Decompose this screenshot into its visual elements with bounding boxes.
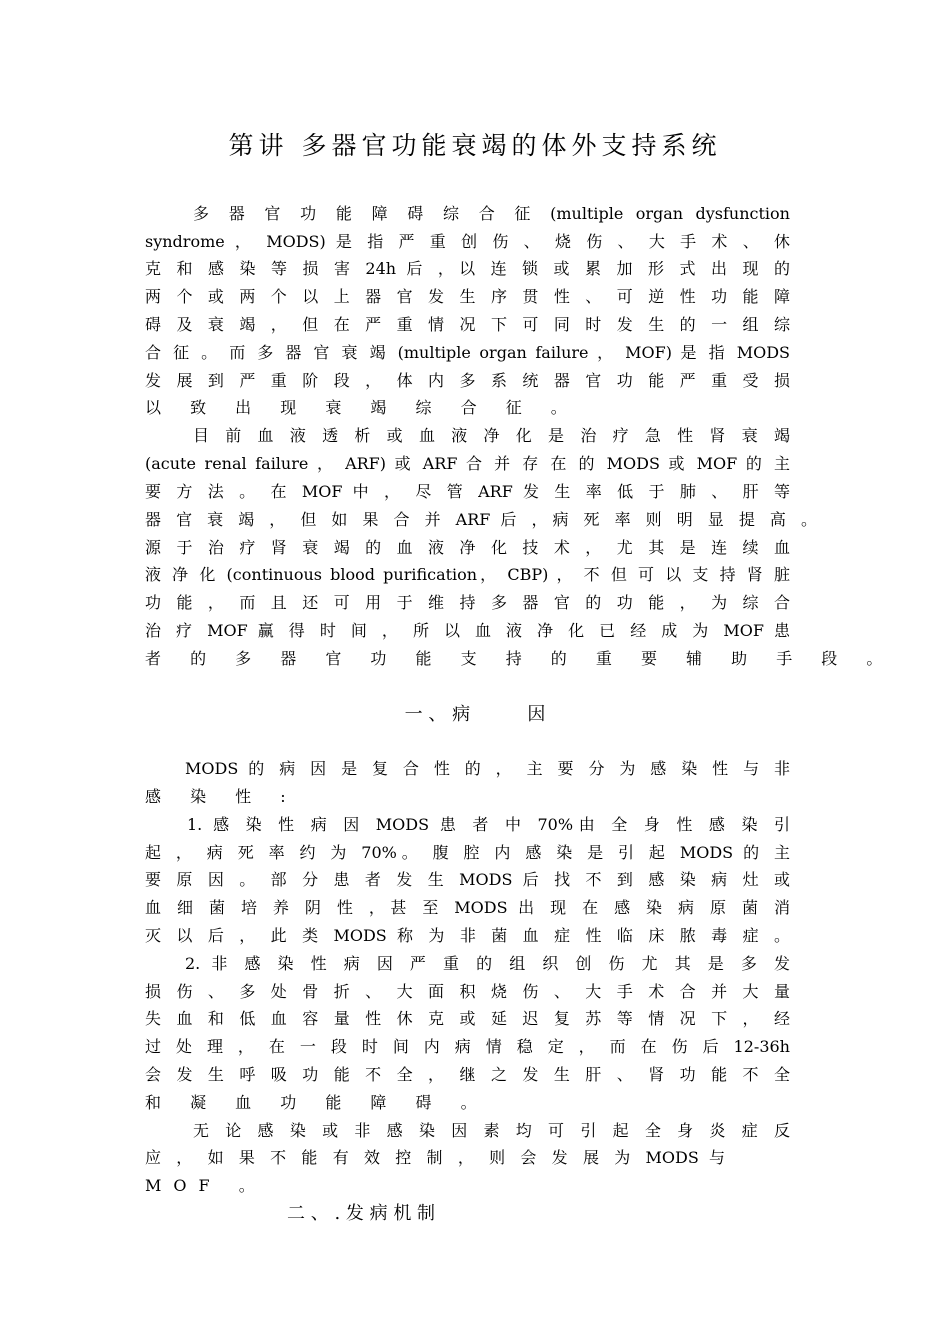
paragraph-line: 感 染 性 : xyxy=(145,787,298,806)
paragraph-line: 以 致 出 现 衰 竭 综 合 征 。 xyxy=(145,398,579,417)
paragraph-line: 过 处 理 ， 在 一 段 时 间 内 病 情 稳 定 ， 而 在 伤 后 12-36h xyxy=(145,1037,790,1056)
paragraph-line: 灭 以 后 ， 此 类 MODS 称 为 非 菌 血 症 性 临 床 脓 毒 症 。 xyxy=(145,926,790,945)
paragraph-line: 发 展 到 严 重 阶 段 ， 体 内 多 系 统 器 官 功 能 严 重 受 损 xyxy=(145,371,790,390)
paragraph-line: 治 疗 MOF 赢 得 时 间 ， 所 以 血 液 净 化 已 经 成 为 MOF 患 xyxy=(145,621,790,640)
paragraph-line: 克 和 感 染 等 损 害 24h 后 ，以 连 锁 或 累 加 形 式 出 现 的 xyxy=(145,259,790,278)
paragraph-line: 失 血 和 低 血 容 量 性 休 克 或 延 迟 复 苏 等 情 况 下 ， 经 xyxy=(145,1009,790,1028)
paragraph-line: 无 论 感 染 或 非 感 染 因 素 均 可 引 起 全 身 炎 症 反 xyxy=(193,1121,790,1140)
paragraph-line: (acute renal failure ， ARF) 或 ARF 合 并 存 在 的 MODS 或 MOF 的 主 xyxy=(145,454,790,473)
paragraph-line: 要 方 法 。 在 MOF 中 ， 尽 管 ARF 发 生 率 低 于 肺 、 肝 等 xyxy=(145,482,790,501)
page-title: 第讲 多器官功能衰竭的体外支持系统 xyxy=(228,131,722,160)
paragraph-line: 2. 非 感 染 性 病 因 严 重 的 组 织 创 伤 尤 其 是 多 发 xyxy=(185,954,790,973)
section-heading-pathogenesis: 二 、 . 发 病 机 制 xyxy=(287,1203,436,1224)
paragraph-line: 者 的 多 器 官 功 能 支 持 的 重 要 辅 助 手 段 。 xyxy=(145,649,895,668)
paragraph-line: 应 ， 如 果 不 能 有 效 控 制 ， 则 会 发 展 为 MODS 与 xyxy=(145,1148,725,1167)
paragraph-line: 源 于 治 疗 肾 衰 竭 的 血 液 净 化 技 术 ， 尤 其 是 连 续 血 xyxy=(145,538,790,557)
paragraph-line: 液 净 化 (continuous blood purification， CBP) ， 不 但 可 以 支 持 肾 脏 xyxy=(145,565,790,584)
paragraph-line: 功 能 ， 而 且 还 可 用 于 维 持 多 器 官 的 功 能 ， 为 综 合 xyxy=(145,593,790,612)
paragraph-line: 碍 及 衰 竭 ， 但 在 严 重 情 况 下 可 同 时 发 生 的 一 组 综 xyxy=(145,315,790,334)
paragraph-line: MOF 。 xyxy=(145,1176,267,1195)
paragraph-line: 两 个 或 两 个 以 上 器 官 发 生 序 贯 性 、 可 逆 性 功 能 障 xyxy=(145,287,790,306)
paragraph-line: 损 伤 、 多 处 骨 折 、 大 面 积 烧 伤 、 大 手 术 合 并 大 量 xyxy=(145,982,790,1001)
section-heading-etiology: 一 、 病 因 xyxy=(404,704,546,725)
paragraph-line: 起 ， 病 死 率 约 为 70%。 腹 腔 内 感 染 是 引 起 MODS 的 主 xyxy=(145,843,790,862)
paragraph-line: 要 原 因 。 部 分 患 者 发 生 MODS 后 找 不 到 感 染 病 灶 或 xyxy=(145,870,790,889)
paragraph-line: 多 器 官 功 能 障 碍 综 合 征 (multiple organ dysfunction xyxy=(193,204,790,223)
paragraph-line: 目 前 血 液 透 析 或 血 液 净 化 是 治 疗 急 性 肾 衰 竭 xyxy=(193,426,790,445)
paragraph-line: 会 发 生 呼 吸 功 能 不 全 ， 继 之 发 生 肝 、 肾 功 能 不 全 xyxy=(145,1065,790,1084)
paragraph-line: 器 官 衰 竭 ， 但 如 果 合 并 ARF 后 ，病 死 率 则 明 显 提 高 。 xyxy=(145,510,817,529)
paragraph-line: 和 凝 血 功 能 障 碍 。 xyxy=(145,1093,489,1112)
paragraph-line: 合 征 。 而 多 器 官 衰 竭 (multiple organ failure ， MOF) 是 指 MODS xyxy=(145,343,790,362)
paragraph-line: 1. 感 染 性 病 因 MODS 患 者 中 70%由 全 身 性 感 染 引 xyxy=(187,815,790,834)
paragraph-line: syndrome ， MODS) 是 指 严 重 创 伤 、 烧 伤 、 大 手 术 、 休 xyxy=(145,232,790,251)
paragraph-line: 血 细 菌 培 养 阴 性 ，甚 至 MODS 出 现 在 感 染 病 原 菌 消 xyxy=(145,898,790,917)
paragraph-line: MODS 的 病 因 是 复 合 性 的 ， 主 要 分 为 感 染 性 与 非 xyxy=(185,759,790,778)
